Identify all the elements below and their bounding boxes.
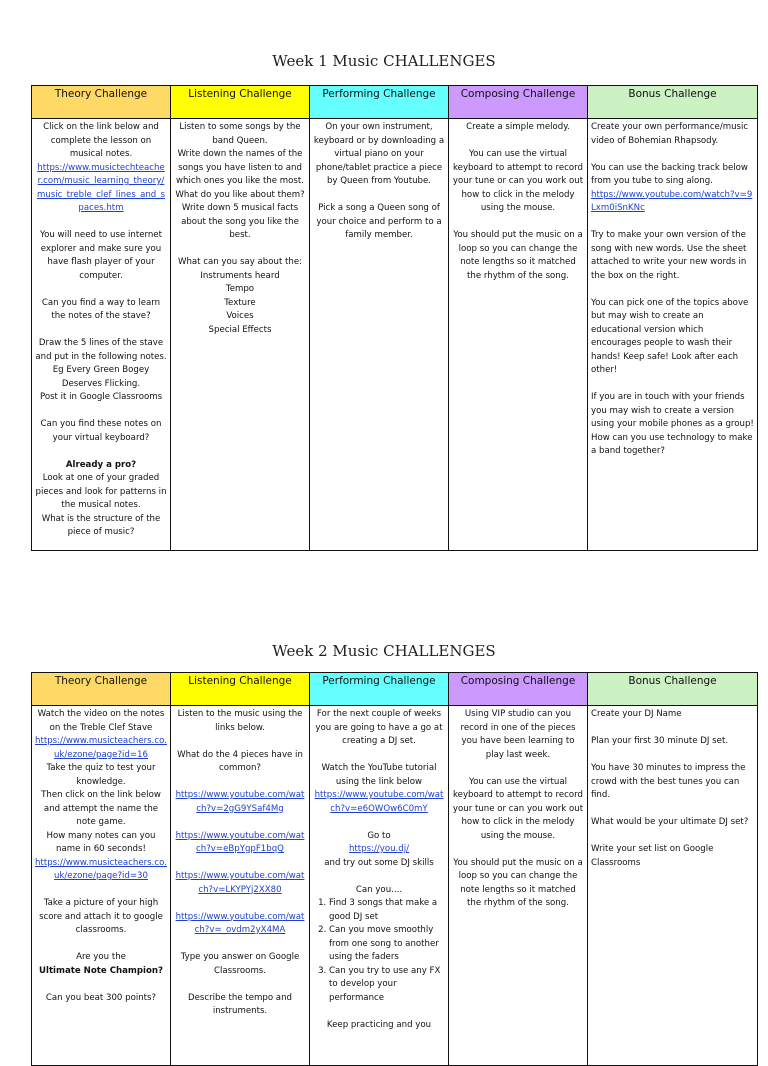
week2-theory-cell <box>32 706 171 1066</box>
week1-listening-cell <box>171 119 310 551</box>
week1-theory-text: Look at one of your graded pieces and look for patterns in the musical notes. <box>35 473 167 510</box>
week1-header-listening: Listening Challenge <box>171 86 310 119</box>
list-item: 1. Find 3 songs that make a good DJ set <box>329 897 445 924</box>
week1-theory-text: Draw the 5 lines of the stave and put in the following notes. <box>35 338 167 362</box>
week1-listening-item: Texture <box>224 297 256 308</box>
week2-performing-text: and try out some DJ skills <box>324 857 434 868</box>
week2-header-row <box>32 673 758 706</box>
week2-header-performing: Performing Challenge <box>310 673 449 706</box>
week2-listening-text: What do the 4 pieces have in common? <box>177 749 303 773</box>
week1-composing-text: You should put the music on a loop so you can change the note lengths so it matched the rhythm of the song. <box>453 230 583 281</box>
week2-performing-link[interactable]: https://www.youtube.com/watch?v=e6OWOw6C0mY <box>314 790 444 814</box>
week2-body-row <box>32 706 758 1066</box>
week2-listening-text: Listen to the music using the links below. <box>177 709 303 733</box>
week1-theory-text: Post it in Google Classrooms <box>39 392 163 402</box>
week2-theory-text: Watch the video on the notes on the Treble Clef Stave <box>37 709 165 733</box>
week1-listening-item: Special Effects <box>208 324 272 335</box>
week2-theory-text: Take the quiz to test your knowledge. <box>46 763 156 787</box>
week2-performing-cell <box>310 706 449 1066</box>
week2-listening-cell <box>171 706 310 1066</box>
week1-listening-text: Write down 5 musical facts about the song you like the best. <box>181 203 299 240</box>
week1-theory-text: You will need to use internet explorer and make sure you have flash player of your computer. <box>40 230 162 281</box>
week1-performing-cell <box>310 119 449 551</box>
week1-header-theory: Theory Challenge <box>32 86 171 119</box>
week2-listening-link[interactable]: https://www.youtube.com/watch?v=_ovdm2yX4MA <box>175 911 305 935</box>
week1-performing-text: Pick a song a Queen song of your choice and perform to a family member. <box>316 203 442 240</box>
week2-listening-link[interactable]: https://www.youtube.com/watch?v=2gG9YSaf4Mg <box>175 790 305 814</box>
week2-bonus-text: Plan your first 30 minute DJ set. <box>591 736 729 746</box>
week1-bonus-text: If you are in touch with your friends you may wish to create a version using your mobile phones as a group! How can you use technology to make a band together? <box>591 392 754 456</box>
week2-composing-text: Using VIP studio can you record in one of the pieces you have been learning to play last week. <box>460 709 576 760</box>
week1-bonus-cell <box>588 119 758 551</box>
list-item: 2. Can you move smoothly from one song to another using the faders <box>329 924 445 965</box>
week2-bonus-text: Write your set list on Google Classrooms <box>591 844 714 868</box>
week2-theory-text: Take a picture of your high score and attach it to google classrooms. <box>39 898 163 935</box>
week1-bonus-text: You can pick one of the topics above but may wish to create an educational version which encourages people to wash their hands! Keep safe! Look after each other! <box>591 297 749 375</box>
week1-listening-text: Write down the names of the songs you have listen to and which ones you like the most. <box>176 149 304 186</box>
week1-composing-text: You can use the virtual keyboard to attempt to record your tune or can you work out how to click in the melody using the mouse. <box>452 149 584 213</box>
week1-bonus-text: Create your own performance/music video of Bohemian Rhapsody. <box>591 122 749 146</box>
week2-performing-text: Go to <box>367 830 391 841</box>
week2-composing-text: You can use the virtual keyboard to attempt to record your tune or can you work out how to click in the melody using the mouse. <box>452 776 584 841</box>
week2-performing-text: Can you.... <box>355 884 403 895</box>
week1-header-row <box>32 86 758 119</box>
week1-composing-text: Create a simple melody. <box>466 122 570 132</box>
week2-bonus-cell <box>588 706 758 1066</box>
week1-listening-text: What can you say about the: <box>177 257 303 267</box>
week2-bonus-text: You have 30 minutes to impress the crowd with the best tunes you can find. <box>591 763 746 800</box>
week2-theory-text: Are you the <box>76 952 126 962</box>
week2-performing-list <box>313 897 445 1005</box>
week1-performing-text: On your own instrument, keyboard or by downloading a virtual piano on your phone/tablet practice a piece by Queen from Youtube. <box>313 122 445 186</box>
week2-bonus-text: What would be your ultimate DJ set? <box>591 817 749 827</box>
week1-theory-text: Can you find these notes on your virtual keyboard? <box>40 419 162 443</box>
week2-theory-link[interactable]: https://www.musicteachers.co.uk/ezone/page?id=30 <box>35 857 167 881</box>
week1-listening-item: Tempo <box>225 284 255 294</box>
week1-theory-text: Can you find a way to learn the notes of the stave? <box>41 297 161 321</box>
week2-theory-link[interactable]: https://www.musicteachers.co.uk/ezone/page?id=16 <box>35 736 167 760</box>
week1-bonus-text: Try to make your own version of the song with new words. Use the sheet attached to write your new words in the box on the right. <box>591 230 747 281</box>
week1-challenge-table <box>31 85 758 551</box>
week2-performing-text: For the next couple of weeks you are going to have a go at creating a DJ set. <box>315 709 443 746</box>
week2-composing-cell <box>449 706 588 1066</box>
week1-theory-text: Eg Every Green Bogey Deserves Flicking. <box>52 365 150 389</box>
week1-header-bonus: Bonus Challenge <box>588 86 758 119</box>
week2-header-composing: Composing Challenge <box>449 673 588 706</box>
week1-theory-text: What is the structure of the piece of music? <box>41 513 161 537</box>
week2-theory-heading: Ultimate Note Champion? <box>39 965 163 976</box>
list-item: 3. Can you try to use any FX to develop your performance <box>329 965 445 1006</box>
week1-theory-heading: Already a pro? <box>65 459 137 470</box>
week2-composing-text: You should put the music on a loop so you can change the note lengths so it matched the rhythm of the song. <box>453 857 583 908</box>
week2-title: Week 2 Music CHALLENGES <box>272 642 496 660</box>
week1-listening-item: Instruments heard <box>200 270 280 281</box>
week1-composing-cell <box>449 119 588 551</box>
week2-listening-text: Describe the tempo and instruments. <box>188 992 292 1016</box>
week1-theory-link[interactable]: https://www.musictechteacher.com/music_learning_theory/music_treble_clef_lines_and_spaces.htm <box>36 162 166 213</box>
week1-listening-text: What do you like about them? <box>175 189 305 200</box>
week1-listening-text: Listen to some songs by the band Queen. <box>179 122 301 146</box>
week2-performing-link[interactable]: https://you.dj/ <box>348 844 410 854</box>
week1-title: Week 1 Music CHALLENGES <box>272 52 496 70</box>
week1-bonus-link[interactable]: https://www.youtube.com/watch?v=9Lxm0iSnKNc <box>591 189 753 213</box>
week1-bonus-text: You can use the backing track below from you tube to sing along. <box>591 162 748 186</box>
week2-theory-text: Then click on the link below and attempt the name the note game. <box>41 790 161 827</box>
week2-listening-link[interactable]: https://www.youtube.com/watch?v=LKYPYj2XX80 <box>175 871 305 895</box>
week2-listening-link[interactable]: https://www.youtube.com/watch?v=eBpYgpF1bqQ <box>175 830 305 854</box>
week1-theory-cell <box>32 119 171 551</box>
week1-header-performing: Performing Challenge <box>310 86 449 119</box>
week2-header-listening: Listening Challenge <box>171 673 310 706</box>
week2-header-theory: Theory Challenge <box>32 673 171 706</box>
week2-theory-text: Can you beat 300 points? <box>45 992 157 1003</box>
week2-header-bonus: Bonus Challenge <box>588 673 758 706</box>
week2-performing-text: Watch the YouTube tutorial using the link below <box>321 763 437 787</box>
week2-bonus-text: Create your DJ Name <box>591 709 682 719</box>
week1-header-composing: Composing Challenge <box>449 86 588 119</box>
week1-listening-item: Voices <box>226 311 254 321</box>
week2-challenge-table <box>31 672 758 1066</box>
week2-listening-text: Type you answer on Google Classrooms. <box>180 952 300 976</box>
week1-theory-text: Click on the link below and complete the lesson on musical notes. <box>43 122 159 159</box>
week2-performing-text: Keep practicing and you <box>326 1019 432 1030</box>
week2-theory-text: How many notes can you name in 60 seconds! <box>46 830 156 854</box>
week1-body-row <box>32 119 758 551</box>
